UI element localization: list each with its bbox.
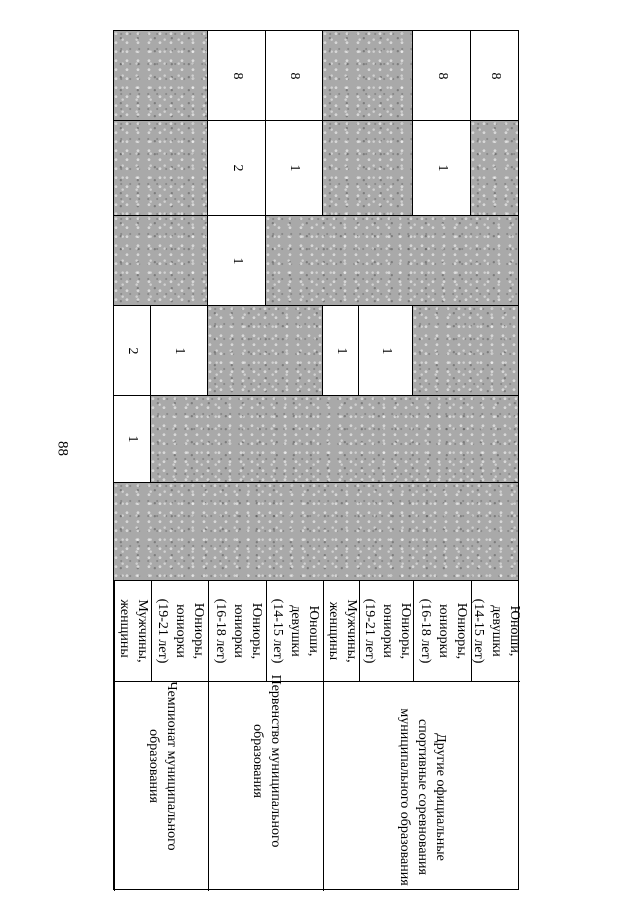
- band-d-r5: [322, 305, 358, 395]
- value-a-r8: 8: [488, 72, 503, 79]
- label-juniors-19-21-2: Юниоры, юниорки (19-21 лет): [359, 581, 413, 681]
- band-d-r2: [150, 305, 207, 395]
- label-juniors-19-21-1: Юниоры, юниорки (19-21 лет): [151, 581, 208, 681]
- value-b-r7: 1: [434, 164, 450, 172]
- label-competition-championship: Чемпионат муниципального образования: [114, 681, 208, 891]
- band-d-r6: [358, 305, 412, 395]
- value-a-r4: 8: [287, 72, 302, 79]
- band-c-r1r2: [113, 215, 207, 305]
- band-a-r7: [412, 30, 470, 120]
- label-men-women-1: Мужчины, женщины: [114, 581, 151, 681]
- band-c-rest: [265, 215, 519, 305]
- label-juniors-16-18-2: Юниоры, юниорки (16-18 лет): [413, 581, 471, 681]
- band-a-r3: [207, 30, 265, 120]
- label-area: [113, 580, 522, 890]
- value-d-r2: 1: [172, 347, 187, 354]
- band-b-r3: [207, 120, 265, 215]
- band-d-r3r4: [207, 305, 322, 395]
- value-grid: [113, 30, 522, 890]
- value-a-r3: 8: [229, 72, 245, 79]
- label-juniors-16-18-1: Юниоры, юниорки (16-18 лет): [208, 581, 266, 681]
- band-a-r5r6: [322, 30, 412, 120]
- value-d-r1: 2: [125, 347, 140, 354]
- label-men-women-2: Мужчины, женщины: [323, 581, 359, 681]
- band-b-r8: [470, 120, 519, 215]
- band-a-r1r2: [113, 30, 207, 120]
- band-e-r1: [113, 395, 150, 482]
- value-b-r3: 2: [229, 164, 245, 172]
- value-b-r4: 1: [287, 164, 302, 172]
- band-b-r4: [265, 120, 322, 215]
- value-a-r7: 8: [434, 72, 450, 79]
- value-e-r1: 1: [125, 435, 140, 443]
- band-b-r5r6: [322, 120, 412, 215]
- band-c-r3: [207, 215, 265, 305]
- band-b-r1r2: [113, 120, 207, 215]
- label-competition-other: Другие официальные спортивные соревнования муниципального образования: [323, 681, 520, 891]
- band-a-r4: [265, 30, 322, 120]
- band-d-r7r8: [412, 305, 519, 395]
- band-b-r7: [412, 120, 470, 215]
- label-youth-14-15-2: Юноши, девушки (14-15 лет): [471, 581, 520, 681]
- band-e-rest: [150, 395, 519, 482]
- label-youth-14-15-1: Юноши, девушки (14-15 лет): [266, 581, 323, 681]
- band-a-r8: [470, 30, 519, 120]
- label-competition-first: Первенство муниципального образования: [208, 681, 323, 891]
- value-c-r3: 1: [229, 257, 245, 264]
- page-number: 88: [54, 441, 71, 456]
- band-f: [113, 482, 519, 580]
- value-d-r5: 1: [333, 347, 349, 354]
- band-d-r1: [113, 305, 150, 395]
- value-d-r6: 1: [378, 347, 394, 354]
